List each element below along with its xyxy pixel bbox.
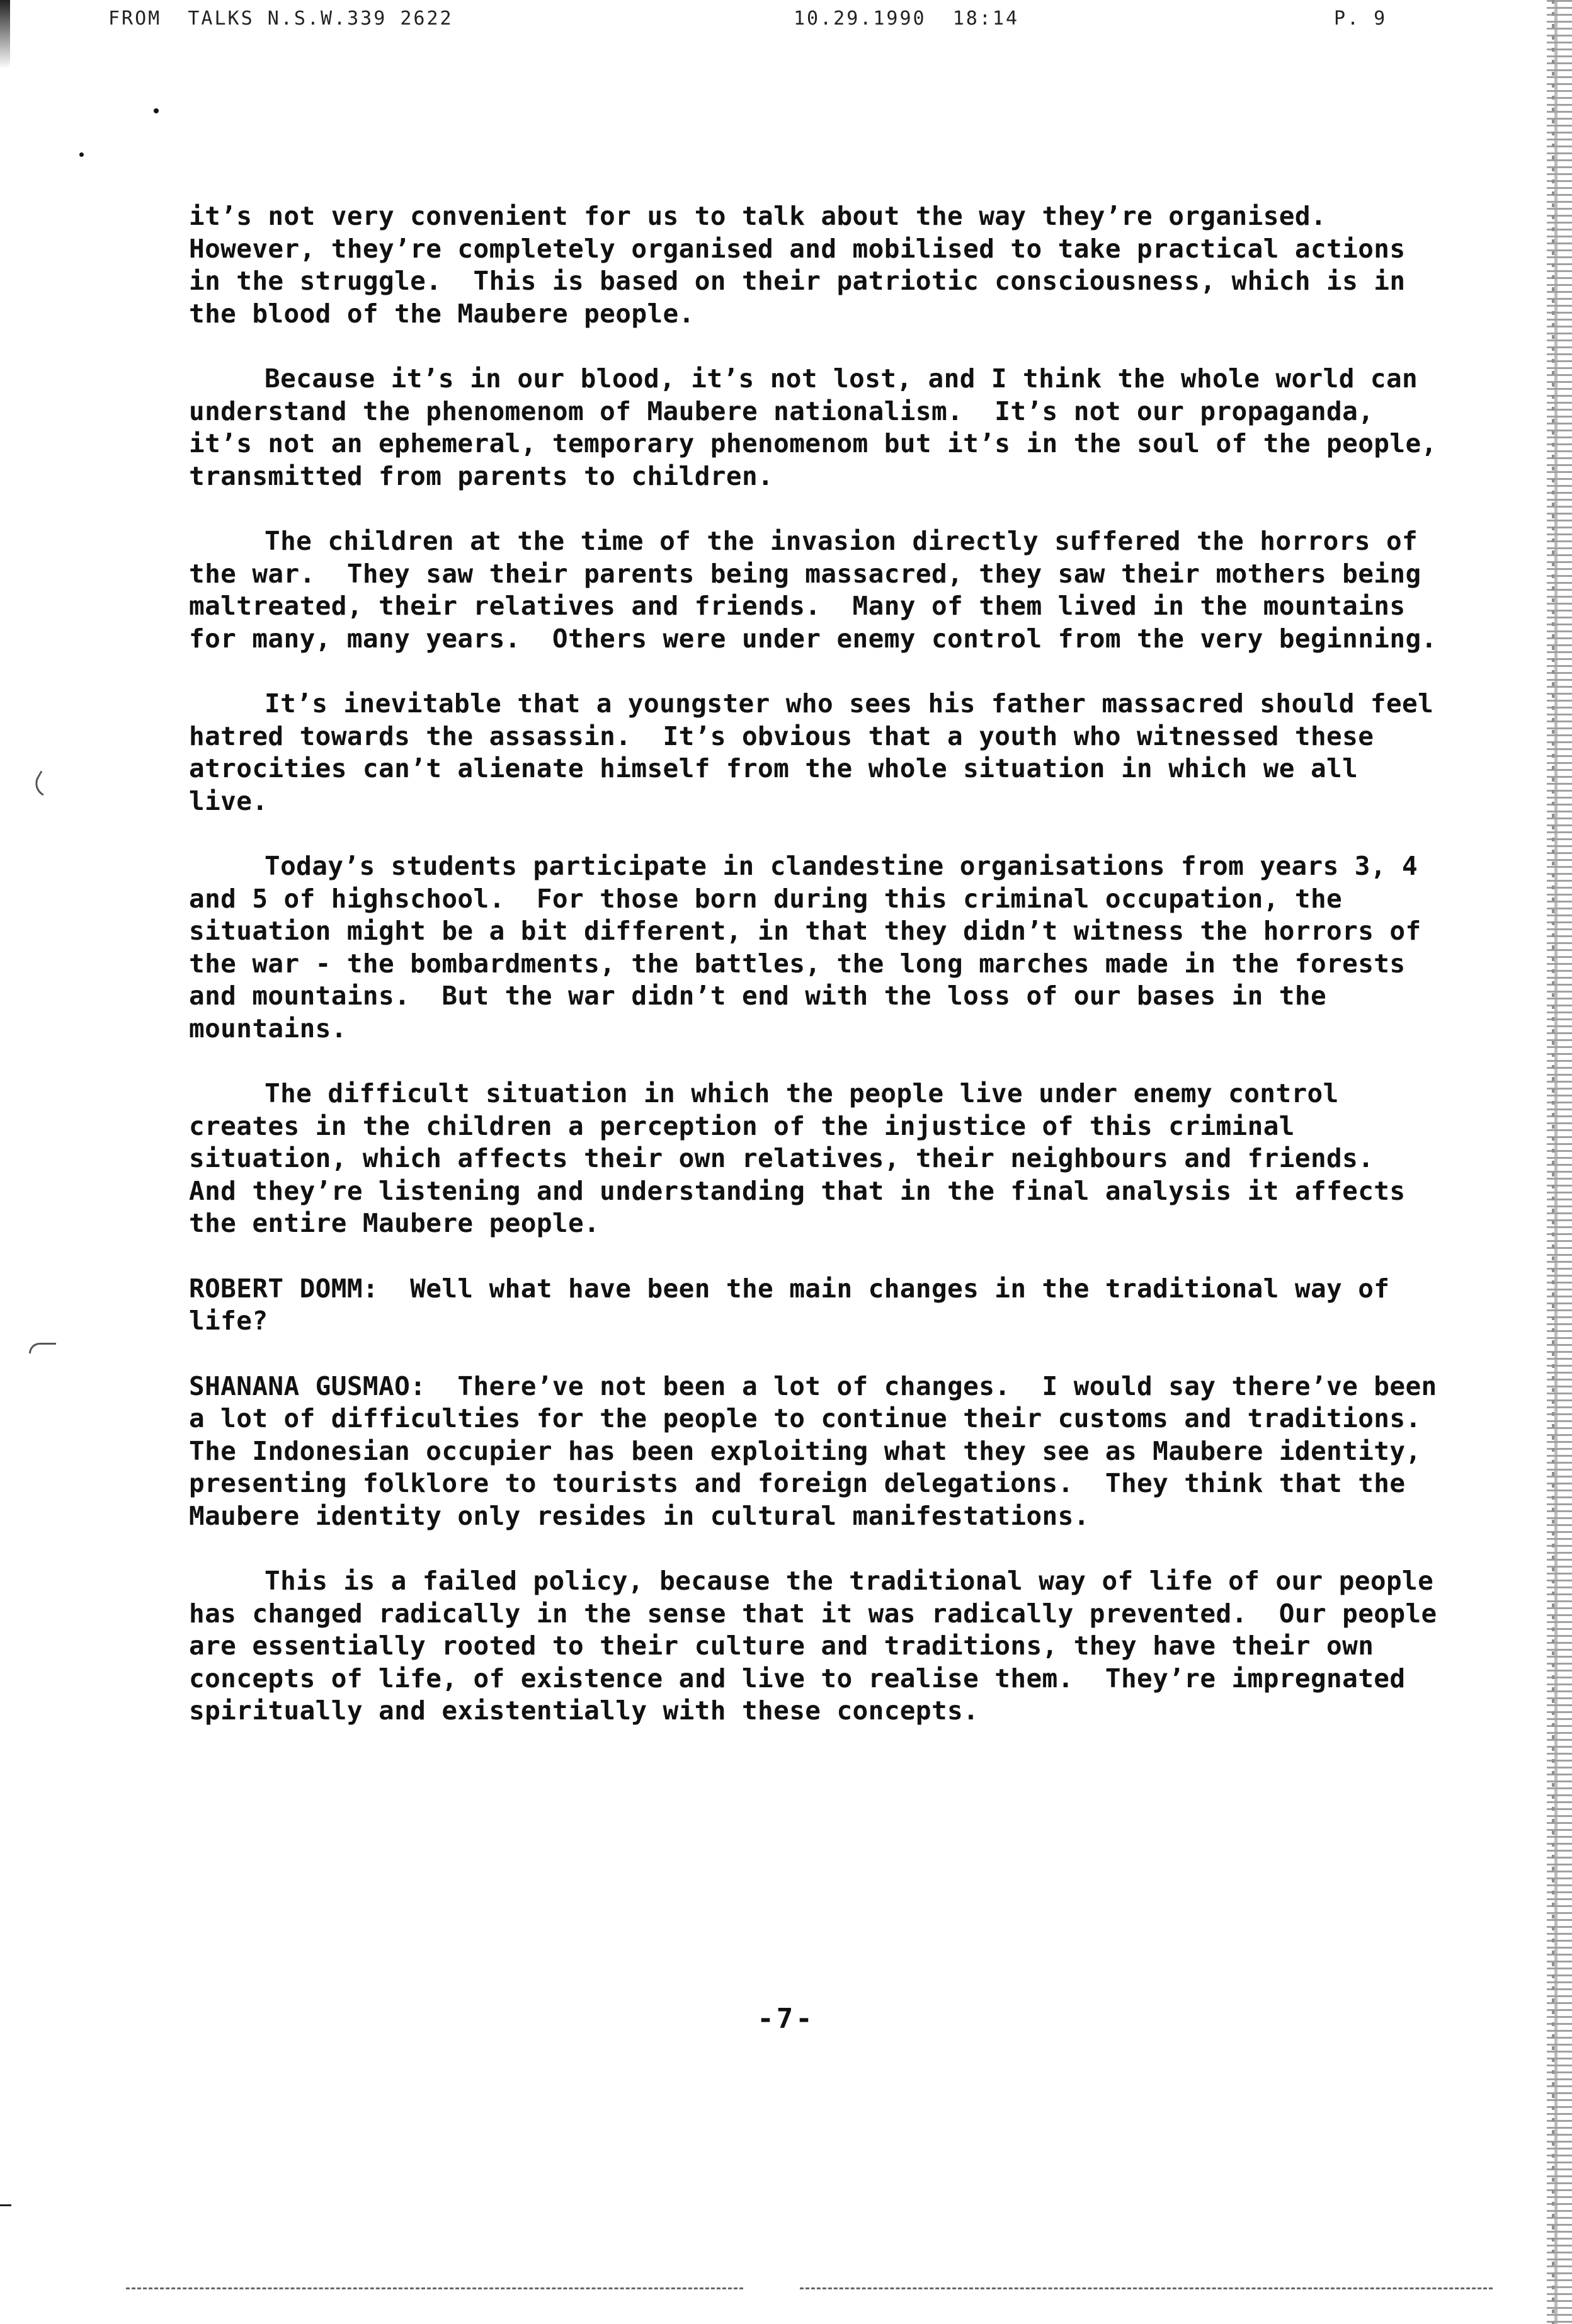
paragraph: It’s inevitable that a youngster who sees his father massacred should feel hatred towards the assassin. It’s obvious that a youth who witnessed these atrocities can’t alienate himself from the whole situation in which we all live. (189, 688, 1450, 816)
scan-right-edge (1547, 0, 1572, 2324)
interview-question: ROBERT DOMM: Well what have been the main changes in the traditional way of life? (189, 1273, 1406, 1336)
scan-edge-mark (0, 2204, 11, 2206)
fax-header-date: 10.29.1990 18:14 (794, 8, 1020, 30)
paragraph: This is a failed policy, because the traditional way of life of our people has changed radically in the sense that it was radically prevented. Our people are essentially rooted to their culture and traditions, they have their own concepts of life, of existence and live to realise them. They’re impregnated spiritually and existentially with these concepts. (189, 1566, 1453, 1726)
fax-header-from: FROM TALKS N.S.W.339 2622 (108, 8, 453, 30)
paragraph: it’s not very convenient for us to talk about the way they’re organised. However, they’re completely organised and mobilised to take practical actions in the struggle. This is based on their patriotic consciousness, which is in the blood of the Maubere people. (189, 201, 1421, 329)
interview-answer: SHANANA GUSMAO: There’ve not been a lot of changes. I would say there’ve been a lot of difficulties for the people to continue their customs and traditions. The Indonesian occupier has been exploiting what they see as Maubere identity, presenting folklore to tourists and foreign delegations. They think that the Maubere identity only resides in cultural manifestations. (189, 1370, 1453, 1531)
scan-mark (29, 1343, 56, 1353)
paragraph: The difficult situation in which the people live under enemy control creates in the children a perception of the injustice of this criminal situation, which affects their own relatives, their neighbours and friends. And they’re listening and understanding that in the final analysis it affects the entire Maubere people. (189, 1078, 1421, 1238)
fax-bottom-dashes-left (126, 2287, 743, 2289)
scan-speck (154, 108, 159, 113)
page-number: -7- (757, 2003, 815, 2035)
scan-mark (30, 770, 53, 795)
paragraph: Because it’s in our blood, it’s not lost, and I think the whole world can understand the phenomenom of Maubere nationalism. It’s not our propaganda, it’s not an ephemeral, temporary phenomenom but it’s in the soul of the people, transmitted from parents to children. (189, 363, 1453, 491)
paragraph: Today’s students participate in clandestine organisations from years 3, 4 and 5 of highschool. For those born during this criminal occupation, the situation might be a bit different, in that they didn’t witness the horrors of the war - the bombardments, the battles, the long marches made in the forests and mountains. But the war didn’t end with the loss of our bases in the mountains. (189, 851, 1437, 1044)
scan-speck (79, 152, 84, 157)
fax-header (0, 5, 1572, 37)
fax-bottom-dashes-right (800, 2287, 1493, 2289)
paragraph: The children at the time of the invasion directly suffered the horrors of the war. They saw their parents being massacred, they saw their mothers being maltreated, their relatives and friends. Many of them lived in the mountains for many, many years. Others were under enemy control from the very beginning. (189, 526, 1437, 654)
scan-corner-mark (0, 0, 10, 69)
fax-header-page: P. 9 (1334, 8, 1387, 30)
document-body (189, 200, 1453, 1760)
